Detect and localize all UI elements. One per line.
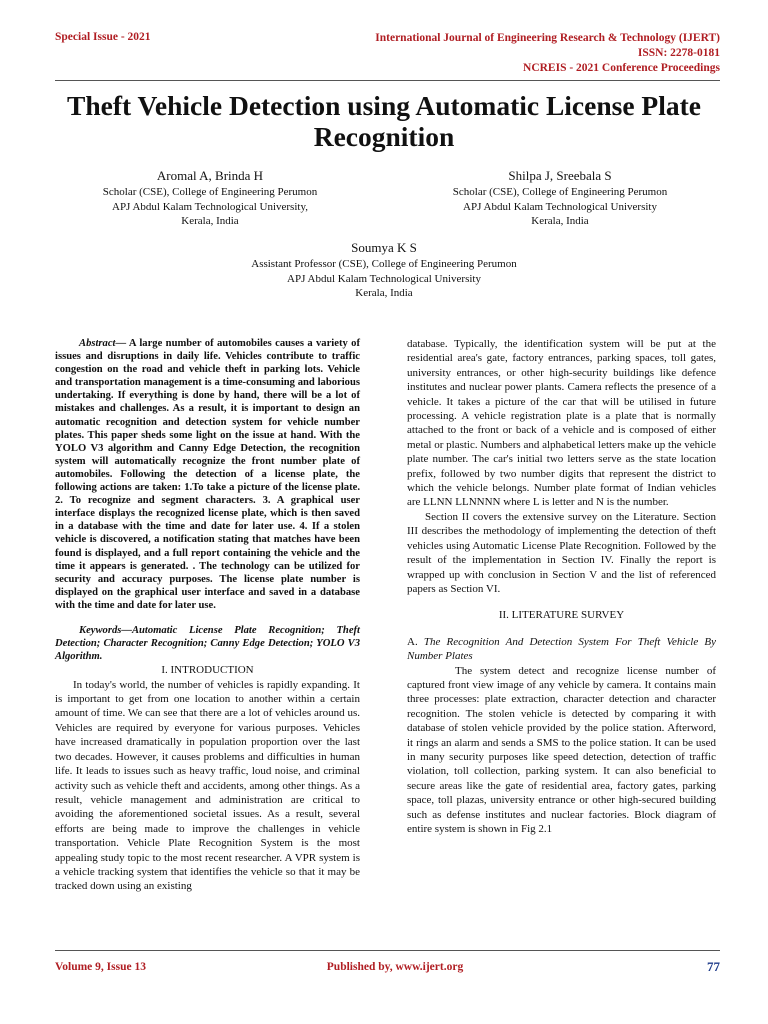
author-location: Kerala, India (181, 215, 239, 227)
author-block-1 (60, 167, 360, 229)
header-journal-info (375, 31, 720, 76)
abstract (55, 337, 360, 612)
section-heading-literature-survey: II. LITERATURE SURVEY (498, 609, 625, 622)
author-university: APJ Abdul Kalam Technological University, (112, 200, 308, 213)
author-names: Aromal A, Brinda H (156, 168, 264, 183)
subsection-label: A. (407, 635, 424, 648)
author-affiliation: Assistant Professor (CSE), College of Engineering Perumon (251, 258, 517, 270)
page-number: 77 (707, 959, 720, 974)
author-location: Kerala, India (355, 287, 413, 299)
author-location: Kerala, India (531, 215, 589, 227)
paper-title: Theft Vehicle Detection using Automatic License Plate Recognition (67, 90, 701, 152)
introduction-paragraph: In today's world, the number of vehicles is rapidly expanding. It is important to get from one location to another within a certain amount of time. We can see that there are a lot of vehicles around us. Vehicles are required by everyone for various purposes. Vehicles have increased dramatically in population proportion over the last two decades. However, it causes problems and difficulties in human life. It leads to issues such as heavy traffic, loud noise, and criminal activity such as vehicle theft and accidents, among other things. As a result, vehicle management and administration are critical to avoiding the aforementioned societal issues. As a result, several efforts are being made to improve the challenges in vehicle transportation. Vehicle Plate Recognition System is the most appealing study topic to the most recent researcher. A VPR system is a vehicle tracking system that identifies the vehicle so that it may be tracked down using an existing (55, 678, 360, 893)
literature-paragraph: The system detect and recognize license number of captured front view image of any vehicle by camera. It contains main three processes: plate extraction, character detection and character recognition. The stolen vehicle is detected by comparing it with database of stolen vehicle provided by the police station. Afterword, it rings an alarm and sends a SMS to the police station. It can be used in many security purposes like speed detection, detection of traffic violation, toll collection, parking system. It can also beneficial to secure areas like the gate of residential area, factory gates, parking space, toll plazas, university entrance or other high-secured building such as defense institutes and nuclear factories. Block diagram of entire system is shown in Fig 2.1 (407, 664, 716, 835)
abstract-dash: — (115, 338, 129, 349)
paper-organization-paragraph: Section II covers the extensive survey on the Literature. Section III describes the methodology of implementing the detection of theft vehicles using Automatic License Plate Recognition. Followed by the result of the implementation in Section IV. Finally the report is wrapped up with conclusion in Section V and the list of referenced papers as Section VI. (407, 510, 716, 595)
author-names: Soumya K S (351, 240, 417, 255)
author-affiliation: Scholar (CSE), College of Engineering Perumon (102, 186, 318, 198)
author-affiliation: Scholar (CSE), College of Engineering Perumon (452, 186, 668, 198)
author-block-2 (405, 167, 715, 229)
author-block-3 (180, 239, 588, 301)
introduction-continued-paragraph: database. Typically, the identification system will be put at the residential area's gate, factory entrances, parking spaces, toll gates, university entrances, or other high-security buildings like defence institutes and nuclear power plants. Camera reflects the presence of a vehicle. It takes a picture of the car that will be utilised in future processing. A vehicle registration plate is a plate that is normally attached to the front or back of a vehicle and is composed of either metal or plastic. Numbers and alphabetical letters make up the vehicle plate number. The car's initial two letters serve as the state location prefix, followed by two number digits that represent the district to which the vehicle belongs. Number plate format of Indian vehicles are LLNN LLNNNN where L is letter and N is the number. (407, 338, 716, 509)
abstract-label: Abstract (79, 338, 116, 349)
subsection-title: The Recognition And Detection System For Theft Vehicle By Number Plates (407, 635, 716, 663)
section-heading-introduction: I. INTRODUCTION (161, 664, 254, 677)
subsection-heading (407, 635, 716, 664)
right-column (407, 337, 716, 836)
abstract-text: A large number of automobiles causes a variety of issues and disruptions in daily life. Vehicles contribute to traffic congestion on the road and vehicle theft in parking lots. Vehicle and transportation management is a time-consuming and laborious undertaking. If everything is done by hand, there will be a lot of mistakes and challenges. As a result, it is important to design an automatic recognition and detection system for vehicle number plates. This paper sheds some light on the issue at hand. With the YOLO V3 algorithm and Canny Edge Detection, the recognition system will automatically recognize the front number plate of automobiles. Following the detection of a license plate, the following actions are taken: 1.To take a picture of the license plate. 2. To recognize and segment characters. 3. A graphical user interface displays the recognized license plate, which is then saved in a database with the time and date for later use. 4. If a stolen vehicle is discovered, a notification stating that matches have been found is displayed, and a full report containing the vehicle and the time it appears is generated. . The technology can be utilized for security and accuracy purposes. The license plate number is displayed on the graphical user interface and saved in a database with the time and date for later use. (55, 338, 360, 611)
footer-volume: Volume 9, Issue 13 (55, 961, 146, 973)
header-divider (55, 80, 720, 81)
keywords: Keywords—Automatic License Plate Recognition; Theft Detection; Character Recognition; Canny Edge Detection; YOLO V3 Algorithm. (55, 624, 360, 663)
footer-publisher-link[interactable]: Published by, www.ijert.org (326, 961, 464, 973)
author-names: Shilpa J, Sreebala S (508, 168, 612, 183)
left-column (55, 337, 360, 894)
header-conference: NCREIS - 2021 Conference Proceedings (523, 62, 720, 74)
header-issn: ISSN: 2278-0181 (637, 47, 720, 59)
author-university: APJ Abdul Kalam Technological University (287, 272, 481, 285)
header-special-issue: Special Issue - 2021 (55, 31, 151, 43)
header-journal-name: International Journal of Engineering Research & Technology (IJERT) (375, 32, 720, 44)
footer-divider (55, 950, 720, 951)
author-university: APJ Abdul Kalam Technological University (463, 200, 657, 213)
